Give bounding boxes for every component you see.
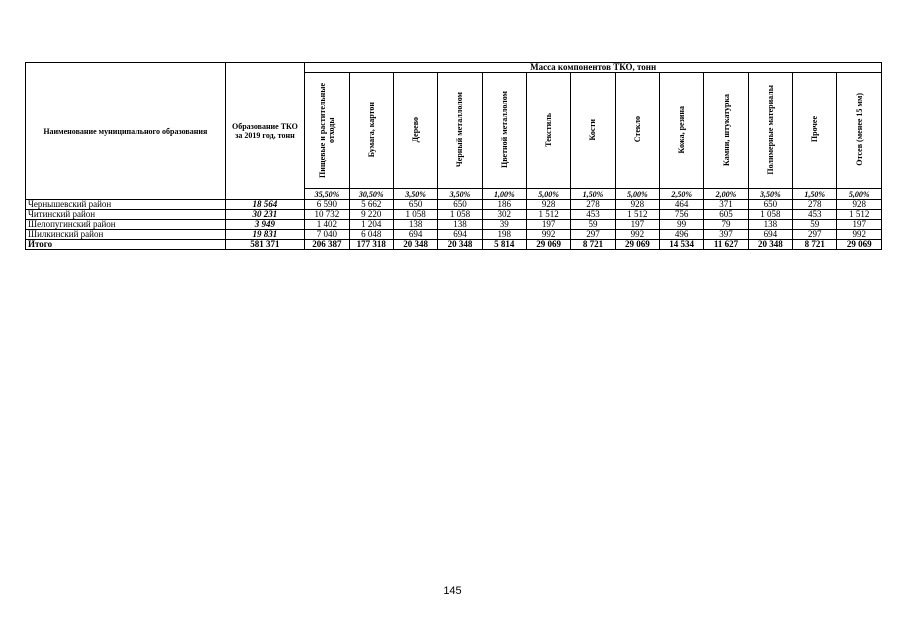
component-label: Прочее: [810, 116, 820, 143]
component-mass-cell: 198: [482, 230, 526, 240]
generation-value: 581 371: [225, 240, 305, 250]
component-mass-cell: 20 348: [748, 240, 792, 250]
component-header: [526, 73, 570, 189]
component-mass-cell: 9 220: [349, 210, 393, 220]
component-mass-cell: 453: [571, 210, 615, 220]
component-mass-cell: 186: [482, 200, 526, 210]
total-row: [26, 240, 882, 250]
component-mass-cell: 371: [704, 200, 748, 210]
component-header: [305, 73, 349, 189]
component-mass-cell: 6 590: [305, 200, 349, 210]
component-mass-cell: 297: [793, 230, 837, 240]
component-label: Кожа, резина: [677, 105, 687, 154]
component-percent: 5,00%: [526, 189, 570, 200]
component-mass-cell: 453: [793, 210, 837, 220]
component-label: Бумага, картон: [366, 101, 376, 158]
component-label: Пищевые и растительные отходы: [317, 82, 336, 178]
component-percent: 2,00%: [704, 189, 748, 200]
municipality-name: Шелопугинский район: [26, 220, 226, 230]
component-mass-cell: 29 069: [837, 240, 882, 250]
generation-column-header: Образование ТКО за 2019 год, тонн: [225, 63, 305, 200]
table-row: [26, 200, 882, 210]
component-mass-cell: 7 040: [305, 230, 349, 240]
component-header: [748, 73, 792, 189]
component-mass-cell: 605: [704, 210, 748, 220]
component-mass-cell: 59: [571, 220, 615, 230]
component-label: Стекло: [632, 116, 642, 143]
mass-components-header: Масса компонентов ТКО, тонн: [305, 63, 882, 73]
component-mass-cell: 278: [571, 200, 615, 210]
component-mass-cell: 138: [748, 220, 792, 230]
component-mass-cell: 992: [526, 230, 570, 240]
component-label: Текстиль: [544, 112, 554, 147]
component-mass-cell: 11 627: [704, 240, 748, 250]
component-percent: 1,50%: [571, 189, 615, 200]
component-mass-cell: 928: [615, 200, 659, 210]
component-percent: 30,50%: [349, 189, 393, 200]
component-header: [438, 73, 482, 189]
component-header: [615, 73, 659, 189]
component-mass-cell: 29 069: [526, 240, 570, 250]
component-header: [660, 73, 704, 189]
component-mass-cell: 138: [438, 220, 482, 230]
component-percent: 3,50%: [438, 189, 482, 200]
municipality-column-header: Наименование муниципального образования: [26, 63, 226, 200]
generation-value: 3 949: [225, 220, 305, 230]
component-mass-cell: 397: [704, 230, 748, 240]
component-mass-cell: 1 512: [615, 210, 659, 220]
page-number: 145: [443, 585, 462, 597]
component-mass-cell: 278: [793, 200, 837, 210]
component-mass-cell: 992: [615, 230, 659, 240]
component-percent: 1,50%: [793, 189, 837, 200]
component-mass-cell: 650: [748, 200, 792, 210]
component-mass-cell: 1 058: [393, 210, 437, 220]
component-mass-cell: 197: [526, 220, 570, 230]
component-label: Кости: [588, 118, 598, 141]
component-mass-cell: 20 348: [438, 240, 482, 250]
component-header: [837, 73, 882, 189]
component-mass-cell: 928: [526, 200, 570, 210]
component-mass-cell: 197: [615, 220, 659, 230]
component-mass-cell: 1 512: [837, 210, 882, 220]
component-percent: 5,00%: [837, 189, 882, 200]
component-percent: 3,50%: [393, 189, 437, 200]
component-percent: 3,50%: [748, 189, 792, 200]
component-mass-cell: 20 348: [393, 240, 437, 250]
component-mass-cell: 992: [837, 230, 882, 240]
component-mass-cell: 650: [438, 200, 482, 210]
table-row: [26, 230, 882, 240]
component-label: Черный металлолом: [455, 91, 465, 168]
component-header: [793, 73, 837, 189]
component-mass-cell: 177 318: [349, 240, 393, 250]
generation-value: 18 564: [225, 200, 305, 210]
component-mass-cell: 197: [837, 220, 882, 230]
component-header: [571, 73, 615, 189]
table-body: [26, 200, 882, 250]
component-mass-cell: 14 534: [660, 240, 704, 250]
waste-composition-table: [25, 62, 882, 250]
component-mass-cell: 464: [660, 200, 704, 210]
component-mass-cell: 6 048: [349, 230, 393, 240]
component-mass-cell: 1 402: [305, 220, 349, 230]
component-mass-cell: 99: [660, 220, 704, 230]
component-mass-cell: 1 512: [526, 210, 570, 220]
component-mass-cell: 5 662: [349, 200, 393, 210]
component-label: Цветной металлолом: [499, 91, 509, 168]
municipality-name: Чернышевский район: [26, 200, 226, 210]
component-mass-cell: 496: [660, 230, 704, 240]
component-mass-cell: 5 814: [482, 240, 526, 250]
component-label: Дерево: [411, 116, 421, 143]
component-header: [482, 73, 526, 189]
generation-value: 30 231: [225, 210, 305, 220]
component-mass-cell: 928: [837, 200, 882, 210]
component-mass-cell: 138: [393, 220, 437, 230]
component-mass-cell: 10 732: [305, 210, 349, 220]
component-mass-cell: 694: [393, 230, 437, 240]
component-mass-cell: 8 721: [571, 240, 615, 250]
component-percent: 5,00%: [615, 189, 659, 200]
generation-value: 19 831: [225, 230, 305, 240]
component-header: [704, 73, 748, 189]
component-percent: 1,00%: [482, 189, 526, 200]
component-mass-cell: 694: [438, 230, 482, 240]
component-mass-cell: 8 721: [793, 240, 837, 250]
component-label: Полимерные материалы: [765, 84, 775, 175]
component-header: [349, 73, 393, 189]
component-mass-cell: 1 058: [748, 210, 792, 220]
component-mass-cell: 59: [793, 220, 837, 230]
component-mass-cell: 302: [482, 210, 526, 220]
component-mass-cell: 29 069: [615, 240, 659, 250]
component-header: [393, 73, 437, 189]
municipality-name: Читинский район: [26, 210, 226, 220]
component-mass-cell: 79: [704, 220, 748, 230]
table-row: [26, 220, 882, 230]
component-mass-cell: 756: [660, 210, 704, 220]
component-mass-cell: 206 387: [305, 240, 349, 250]
table-row: [26, 210, 882, 220]
component-mass-cell: 650: [393, 200, 437, 210]
municipality-name: Шилкинский район: [26, 230, 226, 240]
component-percent: 35,50%: [305, 189, 349, 200]
component-mass-cell: 39: [482, 220, 526, 230]
component-mass-cell: 1 058: [438, 210, 482, 220]
component-percent: 2,50%: [660, 189, 704, 200]
component-label: Отсев (менее 15 мм): [854, 93, 864, 166]
municipality-name: Итого: [26, 240, 226, 250]
component-label: Камни, штукатурка: [721, 93, 731, 166]
component-mass-cell: 1 204: [349, 220, 393, 230]
component-mass-cell: 297: [571, 230, 615, 240]
component-mass-cell: 694: [748, 230, 792, 240]
